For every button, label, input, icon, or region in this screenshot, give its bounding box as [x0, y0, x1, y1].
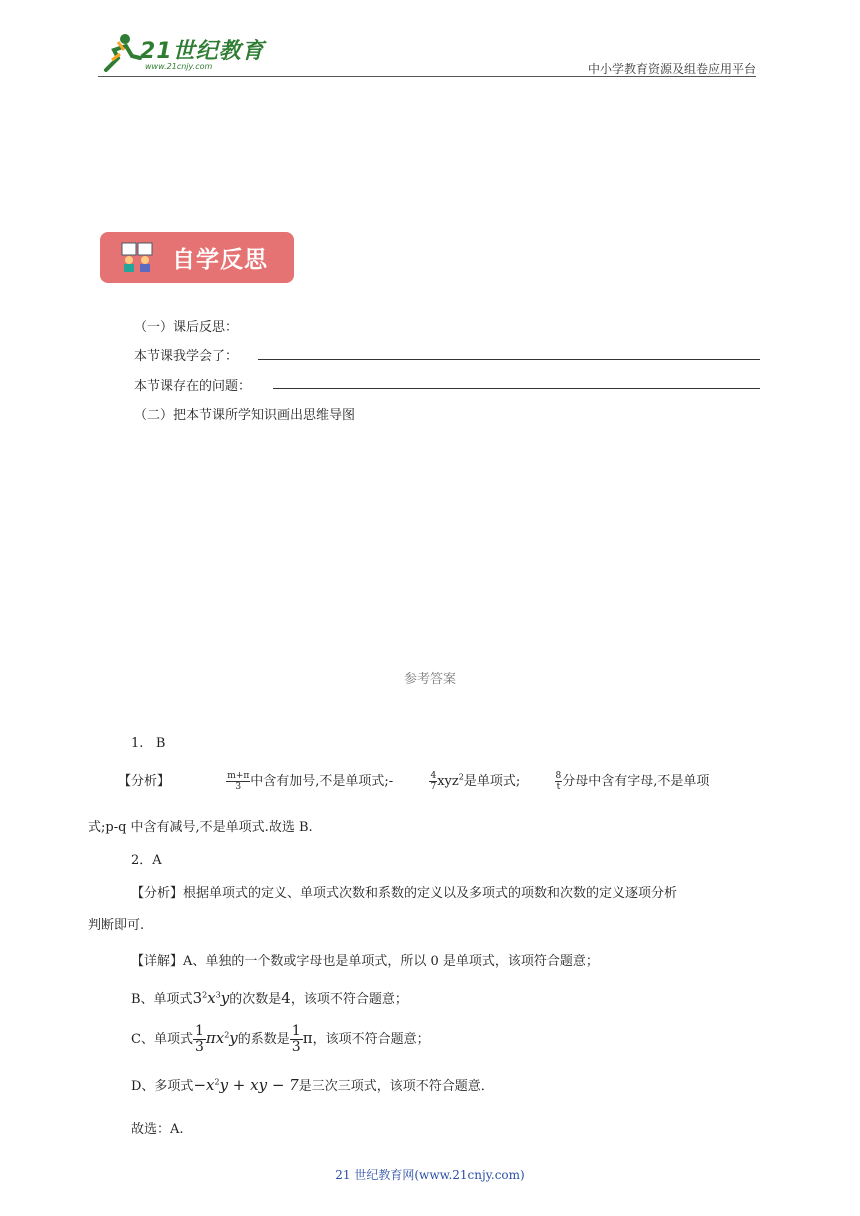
- fraction-4-over-7: $\frac{4}{7}$: [430, 771, 437, 792]
- option-b-x: x: [207, 989, 216, 1007]
- fraction-one-third: $\frac{1}{3}$: [194, 1023, 204, 1055]
- option-d-prefix: D、多项式: [131, 1079, 194, 1094]
- option-b-degree: 4: [281, 989, 291, 1007]
- q1-xyz: xyz: [437, 774, 459, 789]
- q2-conclusion: 故选：A.: [131, 1122, 184, 1137]
- reflection-heading: （一）课后反思：: [134, 320, 239, 335]
- banner-title: 自学反思: [172, 247, 268, 273]
- q2-analysis-line2: 判断即可.: [88, 918, 145, 933]
- platform-name: 中小学教育资源及组卷应用平台: [587, 62, 756, 76]
- fraction-one-third-coef: $\frac{1}{3}$: [291, 1023, 301, 1055]
- mindmap-instruction: （二）把本节课所学知识画出思维导图: [134, 408, 356, 423]
- logo-url: www.21cnjy.com: [145, 62, 213, 71]
- option-c-end: ，该项不符合题意；: [312, 1032, 430, 1047]
- option-b-end: ，该项不符合题意；: [290, 992, 408, 1007]
- q2-answer: 2．A: [131, 853, 162, 868]
- q2-analysis-line1: 【分析】根据单项式的定义、单项式次数和系数的定义以及多项式的项数和次数的定义逐项分析: [131, 886, 678, 901]
- problems-answer-line: [273, 388, 760, 389]
- option-b-coef: 3: [192, 989, 203, 1007]
- header-divider: [98, 76, 756, 77]
- logo-text: 21世纪教育: [140, 39, 265, 64]
- q1-text-3: 分母中含有字母,不是单项: [562, 774, 710, 789]
- learned-answer-line: [258, 359, 760, 360]
- q1-analysis-line2: 式;p-q 中含有减号,不是单项式.故选 B.: [88, 820, 313, 835]
- q1-xyz-exponent: 2: [458, 772, 464, 782]
- q1-analysis-line1: [118, 770, 709, 792]
- option-c-pix: πx: [205, 1029, 225, 1047]
- q1-text-1: 中含有加号,不是单项式;-: [250, 774, 394, 789]
- option-c-exp: 2: [224, 1030, 230, 1040]
- option-c-pi: π: [302, 1029, 313, 1047]
- option-c-mid: 的系数是: [237, 1032, 290, 1047]
- option-b-prefix: B、单项式: [131, 992, 193, 1007]
- option-c-y: y: [229, 1029, 238, 1047]
- option-d-end: 是三次三项式，该项不符合题意．: [298, 1079, 494, 1094]
- option-c-prefix: C、单项式: [131, 1032, 193, 1047]
- q2-option-d: [131, 1075, 494, 1094]
- q2-option-c: [131, 1024, 430, 1055]
- analysis-tag: 【分析】: [118, 774, 171, 789]
- option-d-term1: −x: [193, 1076, 215, 1094]
- problems-label: 本节课存在的问题：: [134, 379, 252, 394]
- q1-choice: B: [155, 736, 166, 751]
- learned-label: 本节课我学会了：: [134, 349, 239, 364]
- q1-number: 1.: [131, 736, 144, 751]
- option-b-mid: 的次数是: [229, 992, 282, 1007]
- q2-option-b: [131, 988, 408, 1007]
- answers-title: 参考答案: [403, 672, 456, 687]
- fraction-m-plus-pi-over-3: $\frac{m+\pi}{3}$: [227, 771, 250, 792]
- study-people-icon: [120, 240, 154, 274]
- q1-answer: [131, 736, 165, 751]
- option-b-exp2: 3: [215, 990, 221, 1000]
- footer-link[interactable]: 21 世纪教育网(www.21cnjy.com): [335, 1168, 525, 1182]
- option-b-y: y: [220, 989, 230, 1007]
- option-d-rest: y + xy − 7: [219, 1076, 299, 1094]
- option-d-exp: 2: [214, 1077, 220, 1087]
- runner-logo-icon: [98, 30, 144, 76]
- fraction-8-over-t: $\frac{8}{t}$: [555, 771, 562, 792]
- q2-detail: 【详解】A、单独的一个数或字母也是单项式，所以 0 是单项式，该项符合题意；: [131, 954, 599, 969]
- option-b-exp1: 2: [202, 990, 208, 1000]
- q1-text-2: 是单项式;: [463, 774, 521, 789]
